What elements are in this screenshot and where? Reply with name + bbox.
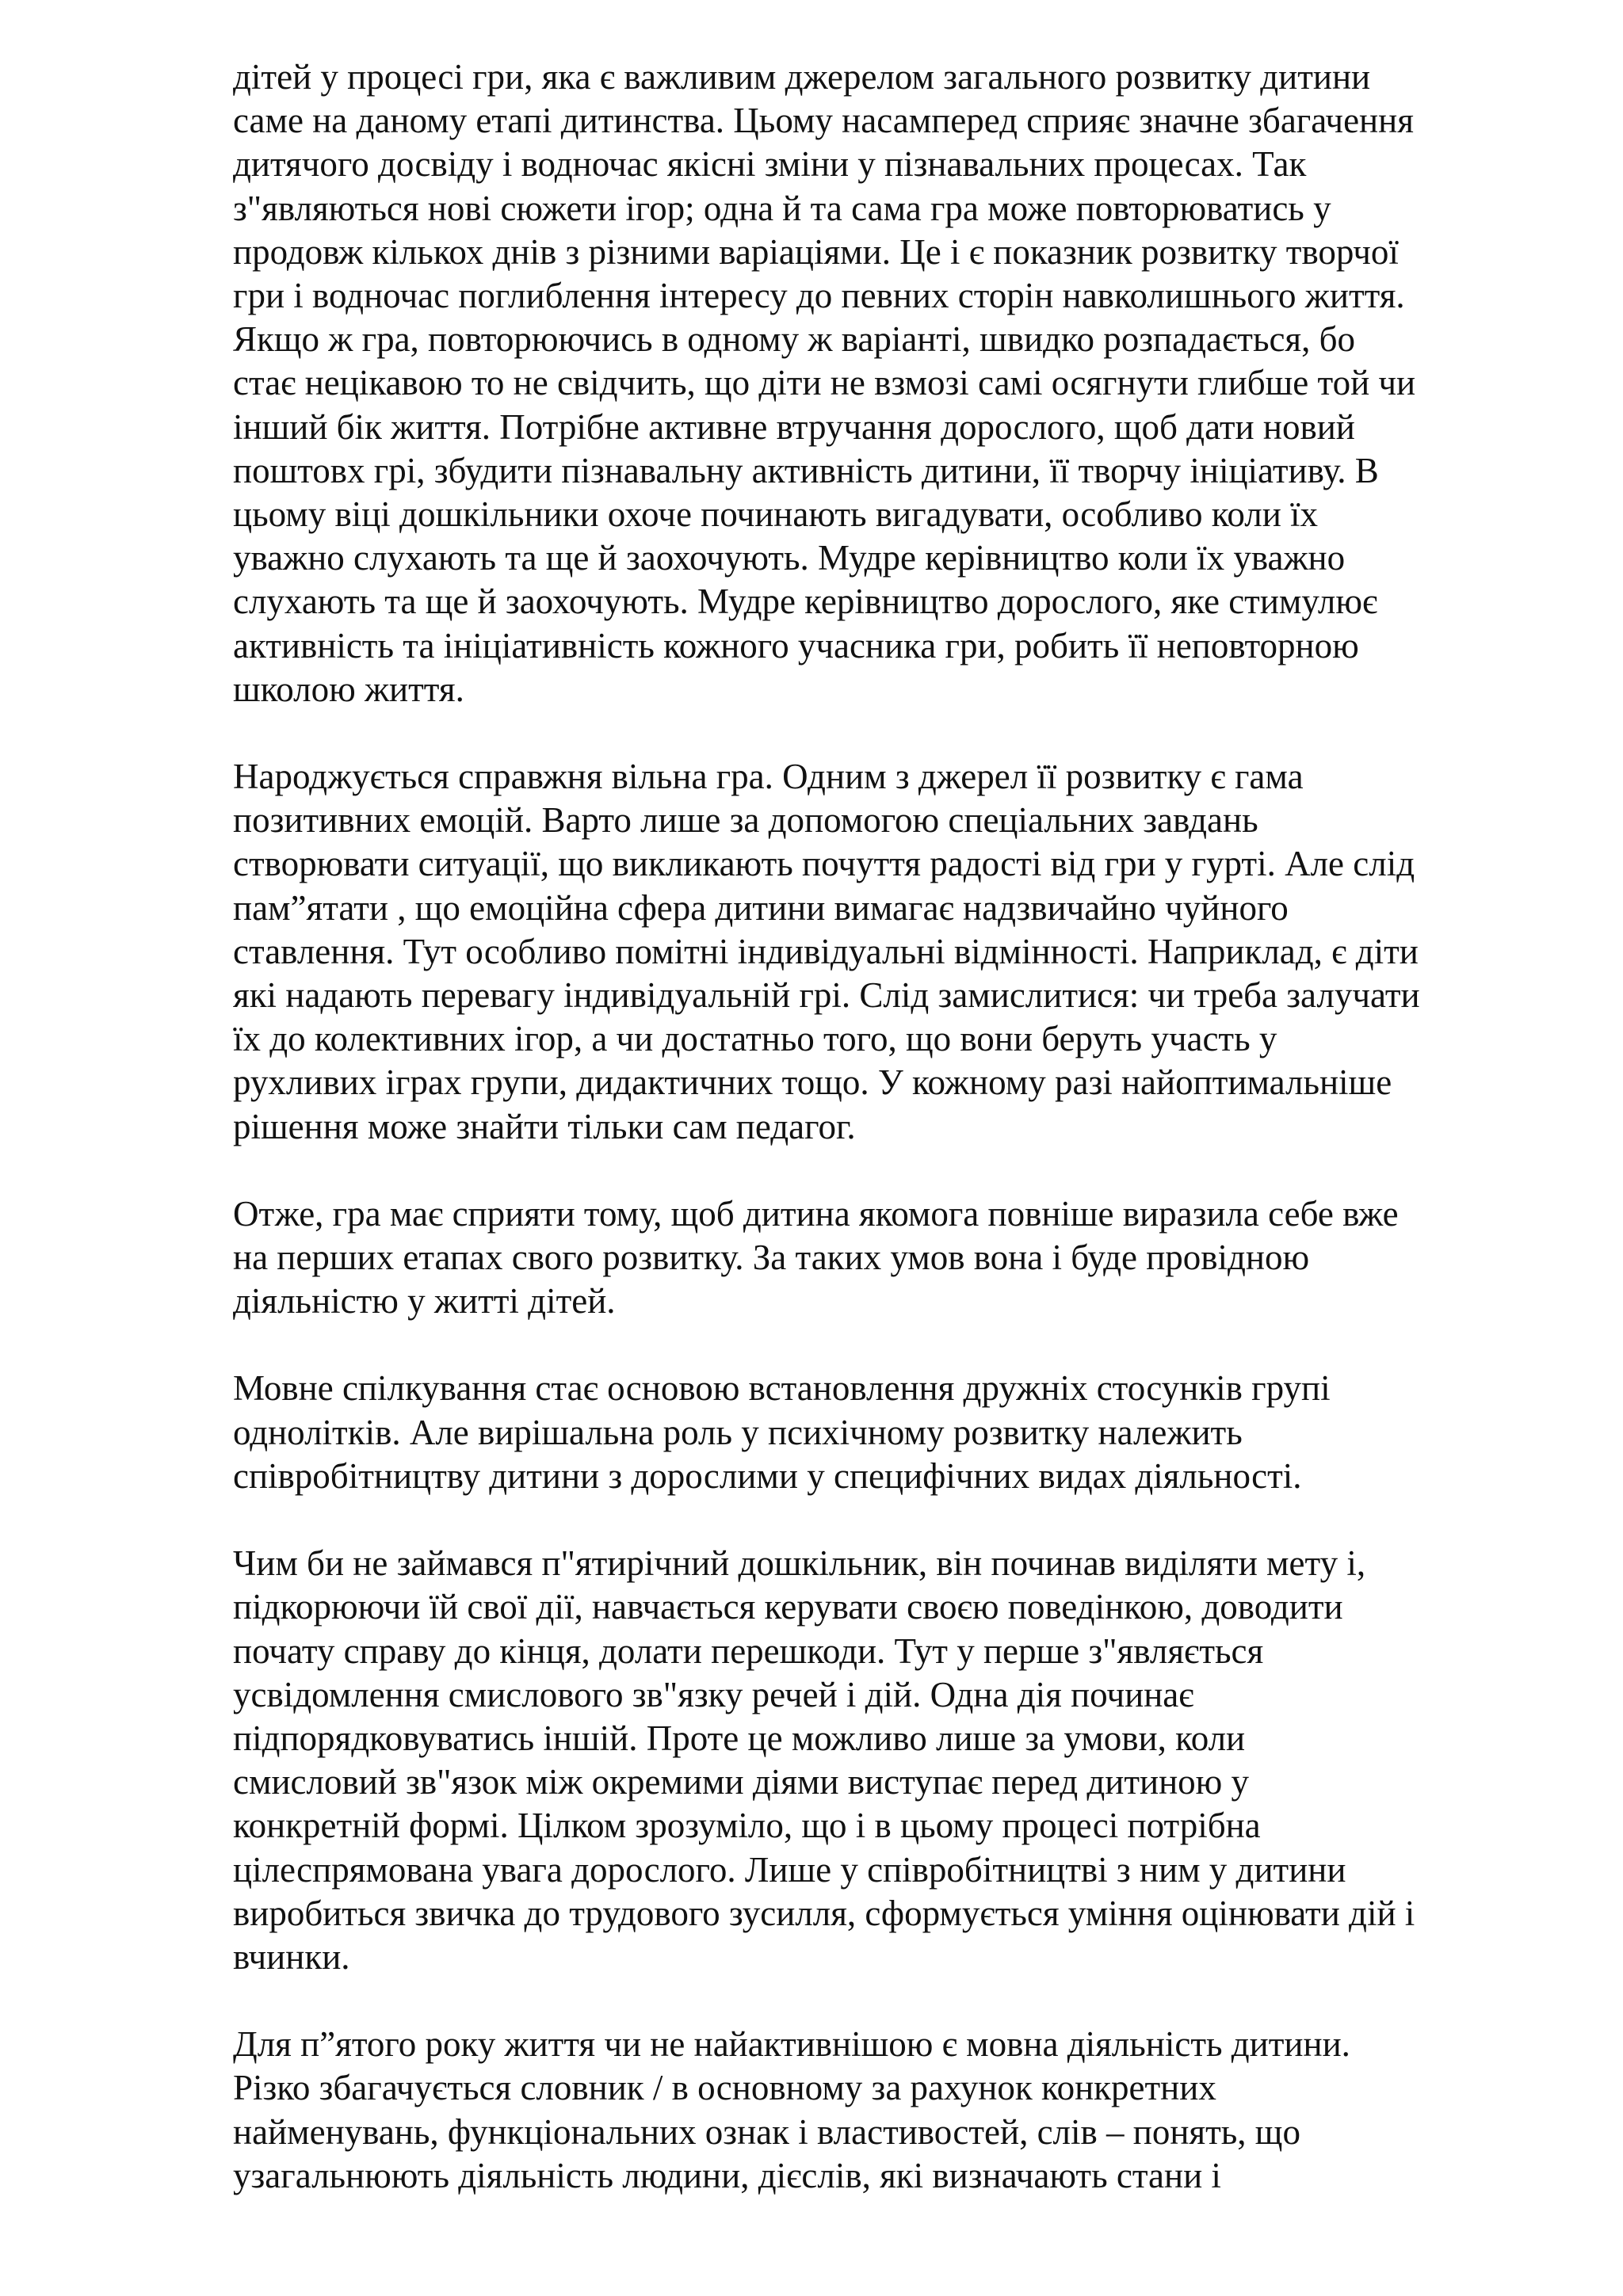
text-line: конкретній формі. Цілком зрозуміло, що і в цьому процесі потрібна [233, 1806, 1261, 1846]
text-line: які надають перевагу індивідуальній грі. Слід замислитися: чи треба залучати [233, 975, 1420, 1016]
text-line: уважно слухають та ще й заохочують. Мудре керівництво коли їх уважно [233, 538, 1346, 578]
text-line: співробітництву дитини з дорослими у специфічних видах діяльності. [233, 1455, 1302, 1496]
text-line: вчинки. [233, 1936, 350, 1977]
text-line: найменувань, функціональних ознак і властивостей, слів – понять, що [233, 2111, 1300, 2152]
text-line: поштовх грі, збудити пізнавальну активність дитини, її творчу ініціативу. В [233, 450, 1379, 490]
text-line: ставлення. Тут особливо помітні індивідуальні відмінності. Наприклад, є діти [233, 931, 1419, 971]
text-line: смисловий зв"язок між окремими діями виступає перед дитиною у [233, 1762, 1250, 1802]
text-line: саме на даному етапі дитинства. Цьому насамперед сприяє значне збагачення [233, 101, 1414, 141]
text-line: активність та ініціативність кожного учасника гри, робить її неповторною [233, 625, 1359, 666]
text-line: дітей у процесі гри, яка є важливим джерелом загального розвитку дитини [233, 57, 1371, 97]
text-line: Отже, гра має сприяти тому, щоб дитина якомога повніше виразила себе вже [233, 1193, 1399, 1234]
text-line: Народжується справжня вільна гра. Одним з джерел її розвитку є гама [233, 757, 1304, 797]
text-line: підкорюючи їй свої дії, навчається керувати своєю поведінкою, доводити [233, 1587, 1343, 1627]
text-line: цілеспрямована увага дорослого. Лише у співробітництві з ним у дитини [233, 1849, 1346, 1890]
text-line: пам”ятати , що емоційна сфера дитини вимагає надзвичайно чуйного [233, 887, 1289, 928]
document-body [233, 55, 1533, 2198]
text-line: Мовне спілкування стає основою встановлення дружніх стосунків групі [233, 1368, 1331, 1409]
text-line: узагальнюють діяльність людини, дієслів, які визначають стани і [233, 2155, 1221, 2195]
text-line: рішення може знайти тільки сам педагог. [233, 1106, 856, 1146]
text-line: усвідомлення смислового зв"язку речей і дій. Одна дія починає [233, 1674, 1194, 1714]
text-line: Чим би не займався п"ятирічний дошкільник, він починав виділяти мету і, [233, 1543, 1366, 1584]
paragraph [233, 1542, 1533, 1979]
paragraph [233, 755, 1533, 1149]
paragraph [233, 2023, 1533, 2198]
text-line: Якщо ж гра, повторюючись в одному ж варіанті, швидко розпадається, бо [233, 319, 1356, 360]
text-line: стає нецікавою то не свідчить, що діти не взмозі самі осягнути глибше той чи [233, 363, 1416, 403]
text-line: з"являються нові сюжети ігор; одна й та сама гра може повторюватись у [233, 188, 1331, 228]
text-line: продовж кількох днів з різними варіаціями. Це і є показник розвитку творчої [233, 231, 1399, 272]
text-line: рухливих іграх групи, дидактичних тощо. У кожному разі найоптимальніше [233, 1062, 1392, 1103]
text-line: Для п”ятого року життя чи не найактивнішою є мовна діяльність дитини. [233, 2024, 1350, 2065]
paragraph [233, 55, 1533, 711]
paragraph [233, 1367, 1533, 1498]
text-line: діяльністю у житті дітей. [233, 1281, 616, 1322]
text-line: виробиться звичка до трудового зусилля, сформується уміння оцінювати дій і [233, 1893, 1415, 1933]
text-line: створювати ситуації, що викликають почуття радості від гри у гурті. Але слід [233, 844, 1415, 884]
text-line: Різко збагачується словник / в основному за рахунок конкретних [233, 2068, 1216, 2108]
text-line: почату справу до кінця, долати перешкоди. Тут у перше з"являється [233, 1630, 1264, 1671]
paragraph [233, 1192, 1533, 1324]
text-line: дитячого досвіду і водночас якісні зміни у пізнавальних процесах. Так [233, 144, 1307, 185]
text-line: цьому віці дошкільники охоче починають вигадувати, особливо коли їх [233, 494, 1319, 535]
text-line: позитивних емоцій. Варто лише за допомогою спеціальних завдань [233, 800, 1258, 841]
text-line: на перших етапах свого розвитку. За таких умов вона і буде провідною [233, 1238, 1310, 1278]
text-line: однолітків. Але вирішальна роль у психічному розвитку належить [233, 1412, 1243, 1452]
text-line: слухають та ще й заохочують. Мудре керівництво дорослого, яке стимулює [233, 582, 1378, 622]
text-line: гри і водночас поглиблення інтересу до певних сторін навколишнього життя. [233, 276, 1405, 316]
text-line: інший бік життя. Потрібне активне втручання дорослого, щоб дати новий [233, 406, 1355, 447]
text-line: їх до колективних ігор, а чи достатньо того, що вони беруть участь у [233, 1019, 1277, 1059]
text-line: школою життя. [233, 669, 464, 709]
text-line: підпорядковуватись іншій. Проте це можливо лише за умови, коли [233, 1718, 1246, 1758]
